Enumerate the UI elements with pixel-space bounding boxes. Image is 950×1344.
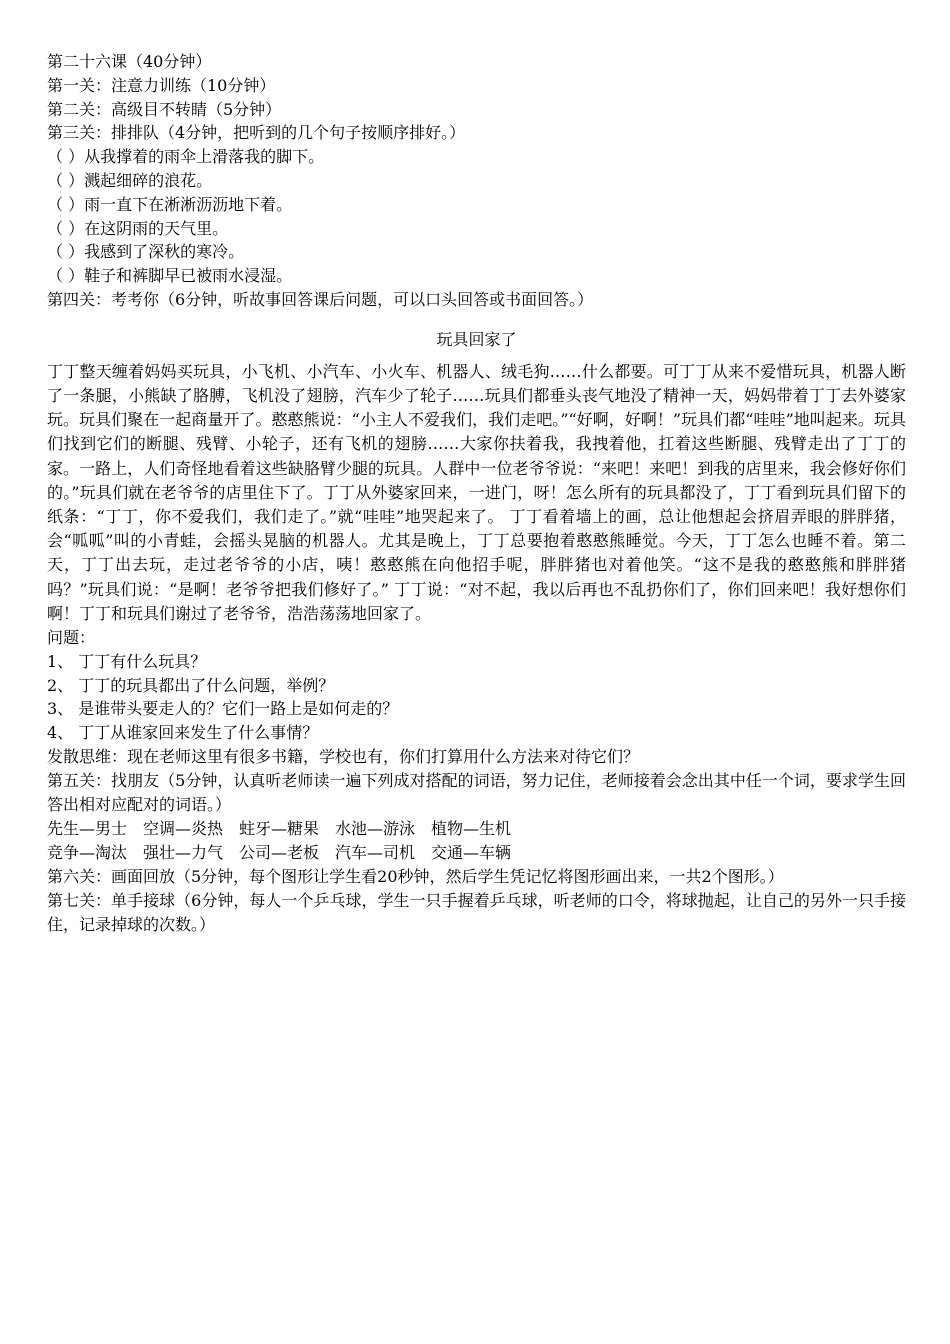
lesson-title: 第二十六课（40分钟） bbox=[47, 52, 212, 71]
level-1: 第一关：注意力训练（10分钟） bbox=[47, 75, 276, 95]
sentence-item: （ ）溅起细碎的浪花。 bbox=[47, 170, 213, 190]
question-list bbox=[47, 650, 906, 745]
sentence-item: （ ）我感到了深秋的寒冷。 bbox=[47, 242, 245, 262]
sentence-item: （ ）雨一直下在淅淅沥沥地下着。 bbox=[47, 194, 293, 214]
sentence-item: （ ）从我撑着的雨伞上滑落我的脚下。 bbox=[47, 147, 325, 167]
word-pairs-row-1: 先生—男士 空调—炎热 蛀牙—糖果 水池—游泳 植物—生机 bbox=[47, 819, 512, 839]
sentence-list bbox=[47, 145, 906, 288]
question-item: 4、 丁丁从谁家回来发生了什么事情？ bbox=[47, 723, 319, 743]
divergent-thinking: 发散思维：现在老师这里有很多书籍，学校也有，你们打算用什么方法来对待它们？ bbox=[47, 746, 640, 766]
questions-label: 问题： bbox=[47, 628, 96, 647]
question-item: 2、 丁丁的玩具都出了什么问题，举例？ bbox=[47, 675, 335, 695]
level-2: 第二关：高级目不转睛（5分钟） bbox=[47, 99, 282, 119]
story-title: 玩具回家了 bbox=[436, 329, 517, 349]
question-item: 3、 是谁带头要走人的？它们一路上是如何走的？ bbox=[47, 699, 399, 719]
story-text: 丁丁整天缠着妈妈买玩具，小飞机、小汽车、小火车、机器人、绒毛狗……什么都要。可丁丁从来不爱惜玩具，机器人断了一条腿，小熊缺了胳膊，飞机没了翅膀，汽车少了轮子……玩具们都垂头丧气地没了精神一天，妈妈带着丁丁去外婆家玩。玩具们聚在一起商量开了。憨憨熊说：“小主人不爱我们，我们走吧。”“好啊，好啊！”玩具们都“哇哇”地叫起来。玩具们找到它们的断腿、残臂、小轮子，还有飞机的翅膀……大家你扶着我，我拽着他，扛着这些断腿、残臂走出了丁丁的家。一路上，人们奇怪地看着这些缺胳臂少腿的玩具。人群中一位老爷爷说：“来吧！来吧！到我的店里来，我会修好你们的。”玩具们就在老爷爷的店里住下了。丁丁从外婆家回来，一进门，呀！怎么所有的玩具都没了，丁丁看到玩具们留下的纸条：“丁丁，你不爱我们，我们走了。”就“哇哇”地哭起来了。 丁丁看着墙上的画，总让他想起会挤眉弄眼的胖胖猪，会“呱呱”叫的小青蛙，会摇头晃脑的机器人。尤其是晚上，丁丁总要抱着憨憨熊睡觉。今天，丁丁怎么也睡不着。第二天，丁丁出去玩，走过老爷爷的小店，咦！憨憨熊在向他招手呢，胖胖猪也对着他笑。“这不是我的憨憨熊和胖胖猪吗？”玩具们说：“是啊！老爷爷把我们修好了。” 丁丁说：“对不起，我以后再也不乱扔你们了，你们回来吧！我好想你们啊！丁丁和玩具们谢过了老爷爷，浩浩荡荡地回家了。 bbox=[47, 361, 906, 623]
sentence-item: （ ）在这阴雨的天气里。 bbox=[47, 218, 229, 238]
level-5: 第五关：找朋友（5分钟，认真听老师读一遍下列成对搭配的词语，努力记住，老师接着会念出其中任一个词，要求学生回答出相对应配对的词语。） bbox=[47, 770, 906, 814]
level-3: 第三关：排排队（4分钟，把听到的几个句子按顺序排好。） bbox=[47, 123, 466, 143]
level-4: 第四关：考考你（6分钟，听故事回答课后问题，可以口头回答或书面回答。） bbox=[47, 289, 594, 309]
question-item: 1、 丁丁有什么玩具？ bbox=[47, 651, 207, 671]
word-pairs-row-2: 竞争—淘汰 强壮—力气 公司—老板 汽车—司机 交通—车辆 bbox=[47, 842, 512, 862]
level-7: 第七关：单手接球（6分钟，每人一个乒乓球，学生一只手握着乒乓球，听老师的口令，将球抛起，让自己的另外一只手接住，记录掉球的次数。） bbox=[47, 890, 906, 935]
sentence-item: （ ）鞋子和裤脚早已被雨水浸湿。 bbox=[47, 266, 293, 286]
level-6: 第六关：画面回放（5分钟，每个图形让学生看20秒钟，然后学生凭记忆将图形画出来，一共2个图形。） bbox=[47, 866, 784, 886]
